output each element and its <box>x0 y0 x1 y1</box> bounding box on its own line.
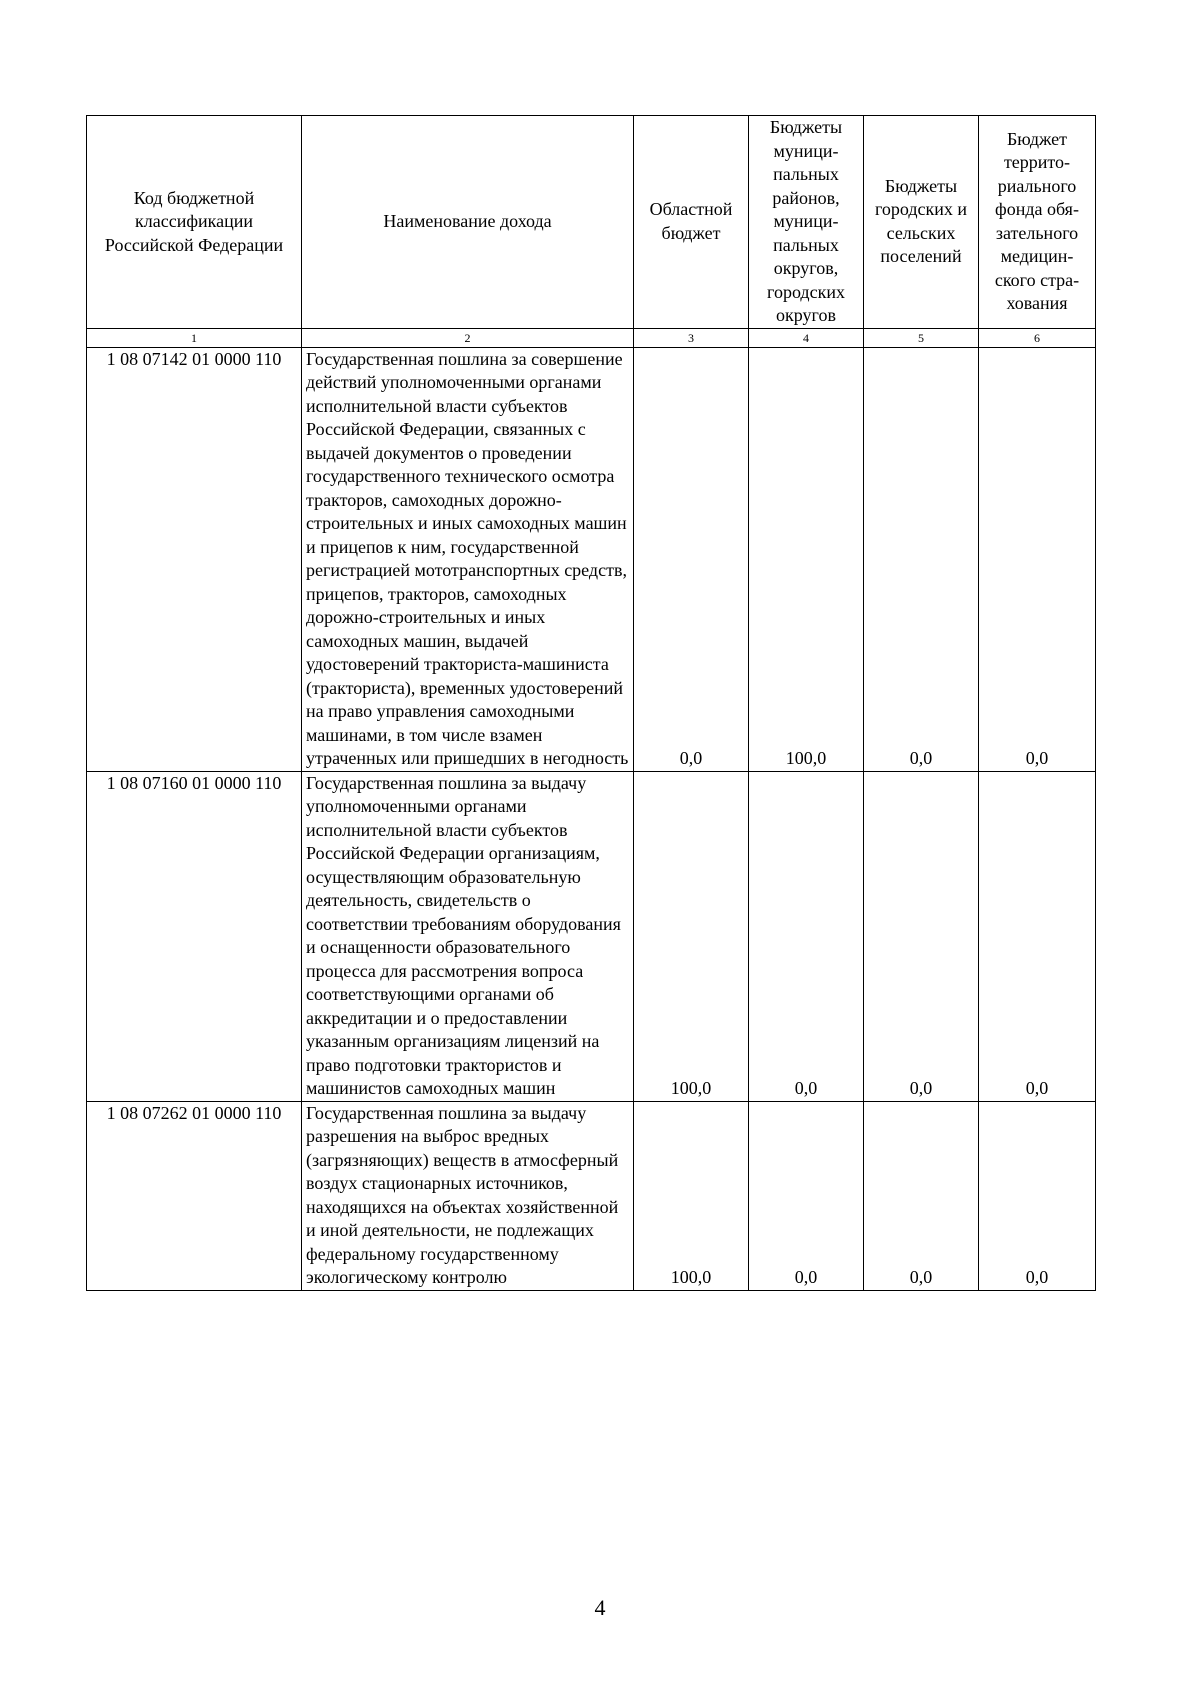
column-number: 3 <box>634 328 749 347</box>
medical-fund-value: 0,0 <box>979 771 1096 1101</box>
revenue-distribution-table <box>86 115 1096 1291</box>
table-header-row <box>87 116 1096 329</box>
column-number: 5 <box>864 328 979 347</box>
revenue-name-cell: Государственная пошлина за выдачу уполномоченными органами исполнительной власти субъектов Российской Федерации организациям, осуществляющим образовательную деятельность, свидетельств о соответствии требованиям оборудования и оснащенности образовательного процесса для рассмотрения вопроса соответствующими органами об аккредитации и о предоставлении указанным организациям лицензий на право подготовки трактористов и машинистов самоходных машин <box>302 771 634 1101</box>
municipal-budgets-value: 0,0 <box>749 1101 864 1290</box>
regional-budget-value: 100,0 <box>634 771 749 1101</box>
settlement-budgets-value: 0,0 <box>864 347 979 771</box>
revenue-name-cell: Государственная пошлина за выдачу разрешения на выброс вредных (загрязняющих) веществ в атмосферный воздух стационарных источников, находящихся на объектах хозяйственной и иной деятельности, не подлежащих федеральному государственному экологическому контролю <box>302 1101 634 1290</box>
table-row <box>87 347 1096 771</box>
table-row <box>87 1101 1096 1290</box>
municipal-budgets-value: 0,0 <box>749 771 864 1101</box>
budget-code-cell: 1 08 07142 01 0000 110 <box>87 347 302 771</box>
header-settlement-budgets: Бюджеты городских и сельских поселений <box>864 116 979 329</box>
revenue-name-cell: Государственная пошлина за совершение действий уполномоченными органами исполнительной власти субъектов Российской Федерации, связанных с выдачей документов о проведении государственного технического осмотра тракторов, самоходных дорожно-строительных и иных самоходных машин и прицепов к ним, государственной регистрацией мототранспортных средств, прицепов, тракторов, самоходных дорожно-строительных и иных самоходных машин, выдачей удостоверений тракториста-машиниста (тракториста), временных удостоверений на право управления самоходными машинами, в том числе взамен утраченных или пришедших в негодность <box>302 347 634 771</box>
column-number: 4 <box>749 328 864 347</box>
column-number: 1 <box>87 328 302 347</box>
column-number: 2 <box>302 328 634 347</box>
budget-code-cell: 1 08 07160 01 0000 110 <box>87 771 302 1101</box>
regional-budget-value: 0,0 <box>634 347 749 771</box>
settlement-budgets-value: 0,0 <box>864 771 979 1101</box>
settlement-budgets-value: 0,0 <box>864 1101 979 1290</box>
header-regional-budget: Областной бюджет <box>634 116 749 329</box>
column-number-row <box>87 328 1096 347</box>
column-number: 6 <box>979 328 1096 347</box>
budget-code-cell: 1 08 07262 01 0000 110 <box>87 1101 302 1290</box>
header-municipal-budgets: Бюджеты муници-пальных районов, муници-пальных округов, городских округов <box>749 116 864 329</box>
medical-fund-value: 0,0 <box>979 347 1096 771</box>
table-row <box>87 771 1096 1101</box>
medical-fund-value: 0,0 <box>979 1101 1096 1290</box>
header-revenue-name: Наименование дохода <box>302 116 634 329</box>
regional-budget-value: 100,0 <box>634 1101 749 1290</box>
page-number: 4 <box>594 1595 606 1620</box>
header-medical-insurance-fund: Бюджет террито-риального фонда обя-зательного медицин-ского стра-хования <box>979 116 1096 329</box>
header-budget-code: Код бюджетной классификации Российской Федерации <box>87 116 302 329</box>
municipal-budgets-value: 100,0 <box>749 347 864 771</box>
